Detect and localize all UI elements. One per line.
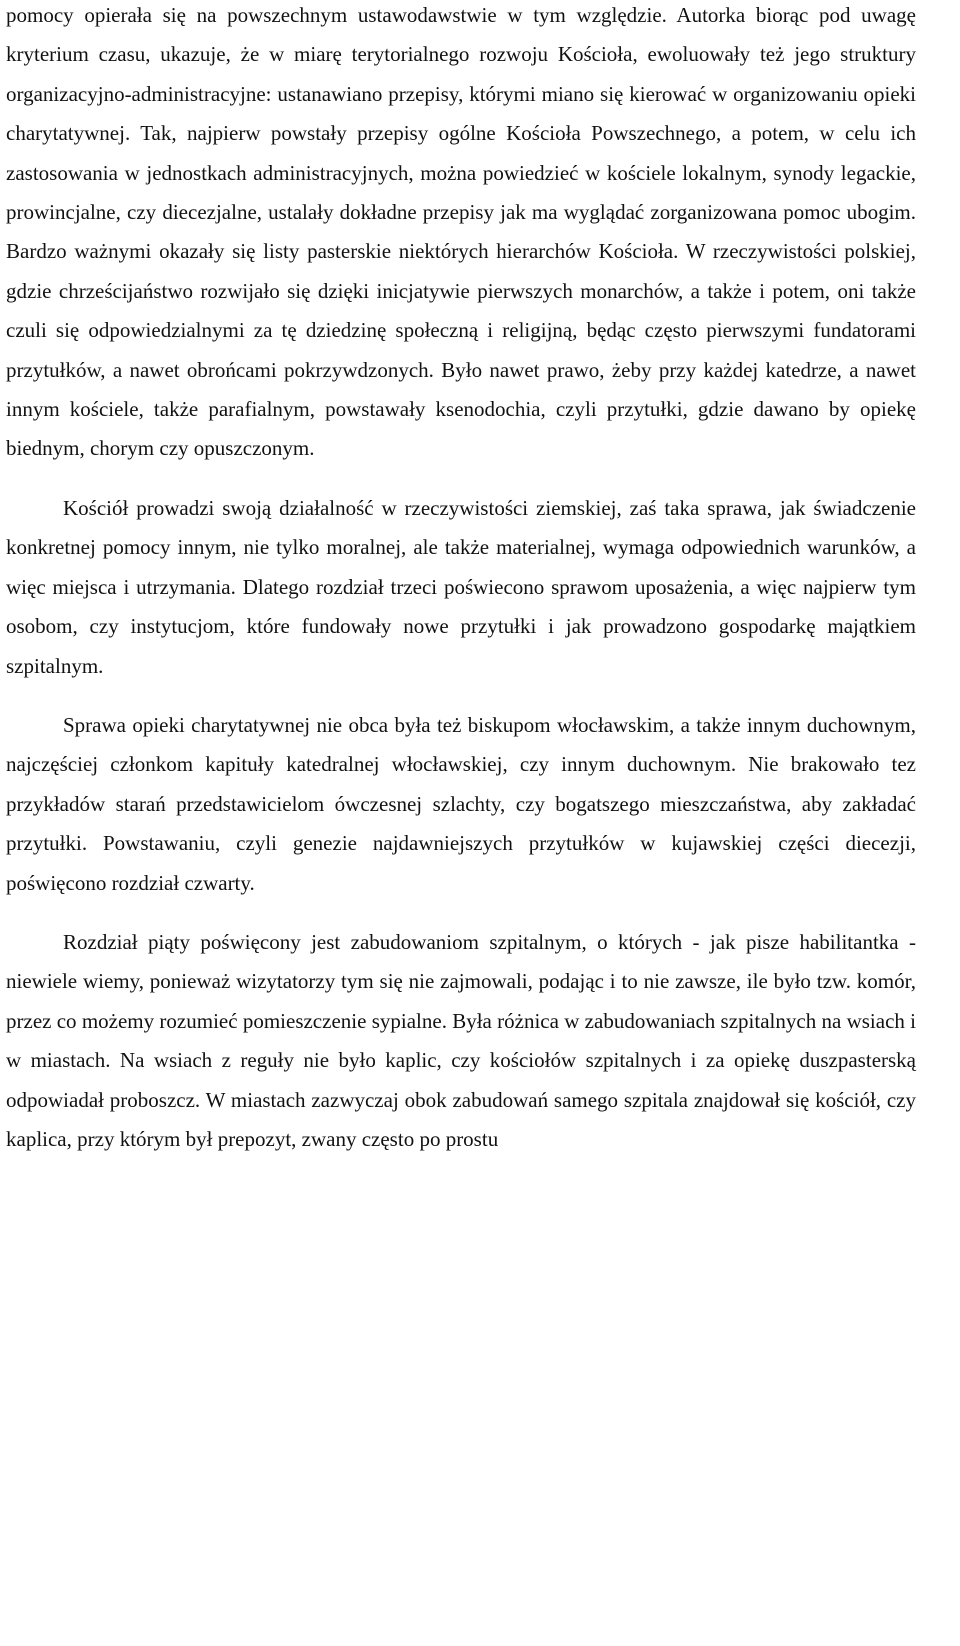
document-body: [6, 0, 916, 1159]
paragraph-chapter-four: Sprawa opieki charytatywnej nie obca była też biskupom włocławskim, a także innym duchownym, najczęściej członkom kapituły katedralnej włocławskiej, czy innym duchownym. Nie brakowało tez przykładów starań przedstawicielom ówczesnej szlachty, czy bogatszego mieszczaństwa, aby zakładać przytułki. Powstawaniu, czyli genezie najdawniejszych przytułków w kujawskiej części diecezji, poświęcono rozdział czwarty.: [6, 712, 916, 895]
paragraph-chapter-three: Kościół prowadzi swoją działalność w rzeczywistości ziemskiej, zaś taka sprawa, jak świadczenie konkretnej pomocy innym, nie tylko moralnej, ale także materialnej, wymaga odpowiednich warunków, a więc miejsca i utrzymania. Dlatego rozdział trzeci poświecono sprawom uposażenia, a więc najpierw tym osobom, czy instytucjom, które fundowały nowe przytułki i jak prowadzono gospodarkę majątkiem szpitalnym.: [6, 495, 916, 678]
paragraph-chapter-five: Rozdział piąty poświęcony jest zabudowaniom szpitalnym, o których - jak pisze habilitantka - niewiele wiemy, ponieważ wizytatorzy tym się nie zajmowali, podając i to nie zawsze, ile było tzw. komór, przez co możemy rozumieć pomieszczenie sypialne. Była różnica w zabudowaniach szpitalnych na wsiach i w miastach. Na wsiach z reguły nie było kaplic, czy kościołów szpitalnych i za opiekę duszpasterską odpowiadał proboszcz. W miastach zazwyczaj obok zabudowań samego szpitala znajdował się kościół, czy kaplica, przy którym był prepozyt, zwany często po prostu: [6, 929, 916, 1151]
paragraph-continuation: pomocy opierała się na powszechnym ustawodawstwie w tym względzie. Autorka biorąc pod uwagę kryterium czasu, ukazuje, że w miarę terytorialnego rozwoju Kościoła, ewoluowały też jego struktury organizacyjno-administracyjne: ustanawiano przepisy, którymi miano się kierować w organizowaniu opieki charytatywnej. Tak, najpierw powstały przepisy ogólne Kościoła Powszechnego, a potem, w celu ich zastosowania w jednostkach administracyjnych, można powiedzieć w kościele lokalnym, synody legackie, prowincjalne, czy diecezjalne, ustalały dokładne przepisy jak ma wyglądać zorganizowana pomoc ubogim. Bardzo ważnymi okazały się listy pasterskie niektórych hierarchów Kościoła. W rzeczywistości polskiej, gdzie chrześcijaństwo rozwijało się dzięki inicjatywie pierwszych monarchów, a także i potem, oni także czuli się odpowiedzialnymi za tę dziedzinę społeczną i religijną, będąc często pierwszymi fundatorami przytułków, a nawet obrońcami pokrzywdzonych. Było nawet prawo, żeby przy każdej katedrze, a nawet innym kościele, także parafialnym, powstawały ksenodochia, czyli przytułki, gdzie dawano by opiekę biednym, chorym czy opuszczonym.: [6, 3, 916, 461]
